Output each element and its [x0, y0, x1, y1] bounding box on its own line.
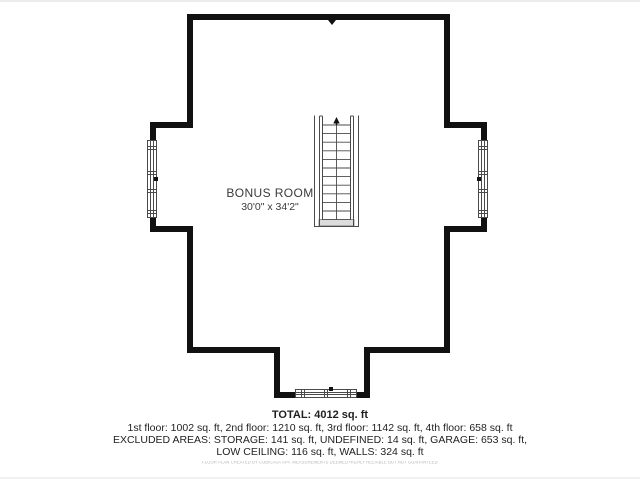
wall-inner-left — [274, 347, 280, 398]
wall-left-lower — [187, 226, 193, 353]
stair-up-arrow-icon — [333, 117, 339, 124]
total-area: TOTAL: 4012 sq. ft — [271, 409, 369, 421]
image-bottom-edge — [0, 477, 640, 479]
window-bottom — [295, 389, 357, 398]
wall-bottom-left — [187, 347, 280, 353]
wall-right-step-upper — [444, 122, 487, 128]
room-name: BONUS ROOM — [226, 186, 314, 200]
wall-left-step-upper — [150, 122, 193, 128]
entry-marker-icon — [328, 20, 336, 25]
wall-inner-right — [364, 347, 370, 398]
wall-top — [187, 14, 450, 20]
floor-areas: 1st floor: 1002 sq. ft, 2nd floor: 1210 sq. ft, 3rd floor: 1142 sq. ft, 4th floor: 658 sq. ft — [127, 422, 513, 434]
excluded-areas-line1: EXCLUDED AREAS: STORAGE: 141 sq. ft, UNDEFINED: 14 sq. ft, GARAGE: 653 sq. ft, — [112, 434, 528, 446]
wall-left-upper — [187, 14, 193, 128]
room-label-block — [195, 187, 345, 213]
wall-right-upper — [444, 14, 450, 128]
wall-right-lower — [444, 226, 450, 353]
window-bottom-handle-icon — [329, 387, 333, 391]
window-left-handle-icon — [154, 177, 158, 181]
image-top-edge — [0, 0, 640, 2]
window-right-handle-icon — [477, 177, 481, 181]
disclaimer-text: FLOOR PLAN CREATED BY CUBICASA APP. MEASUREMENTS DEEMED HIGHLY RELIABLE BUT NOT GUARANTEED — [202, 461, 438, 466]
area-summary — [0, 409, 640, 467]
wall-bottom-right — [364, 347, 450, 353]
room-dimensions: 30'0" x 34'2" — [241, 201, 299, 213]
excluded-areas-line2: LOW CEILING: 116 sq. ft, WALLS: 324 sq. ft — [216, 446, 424, 458]
